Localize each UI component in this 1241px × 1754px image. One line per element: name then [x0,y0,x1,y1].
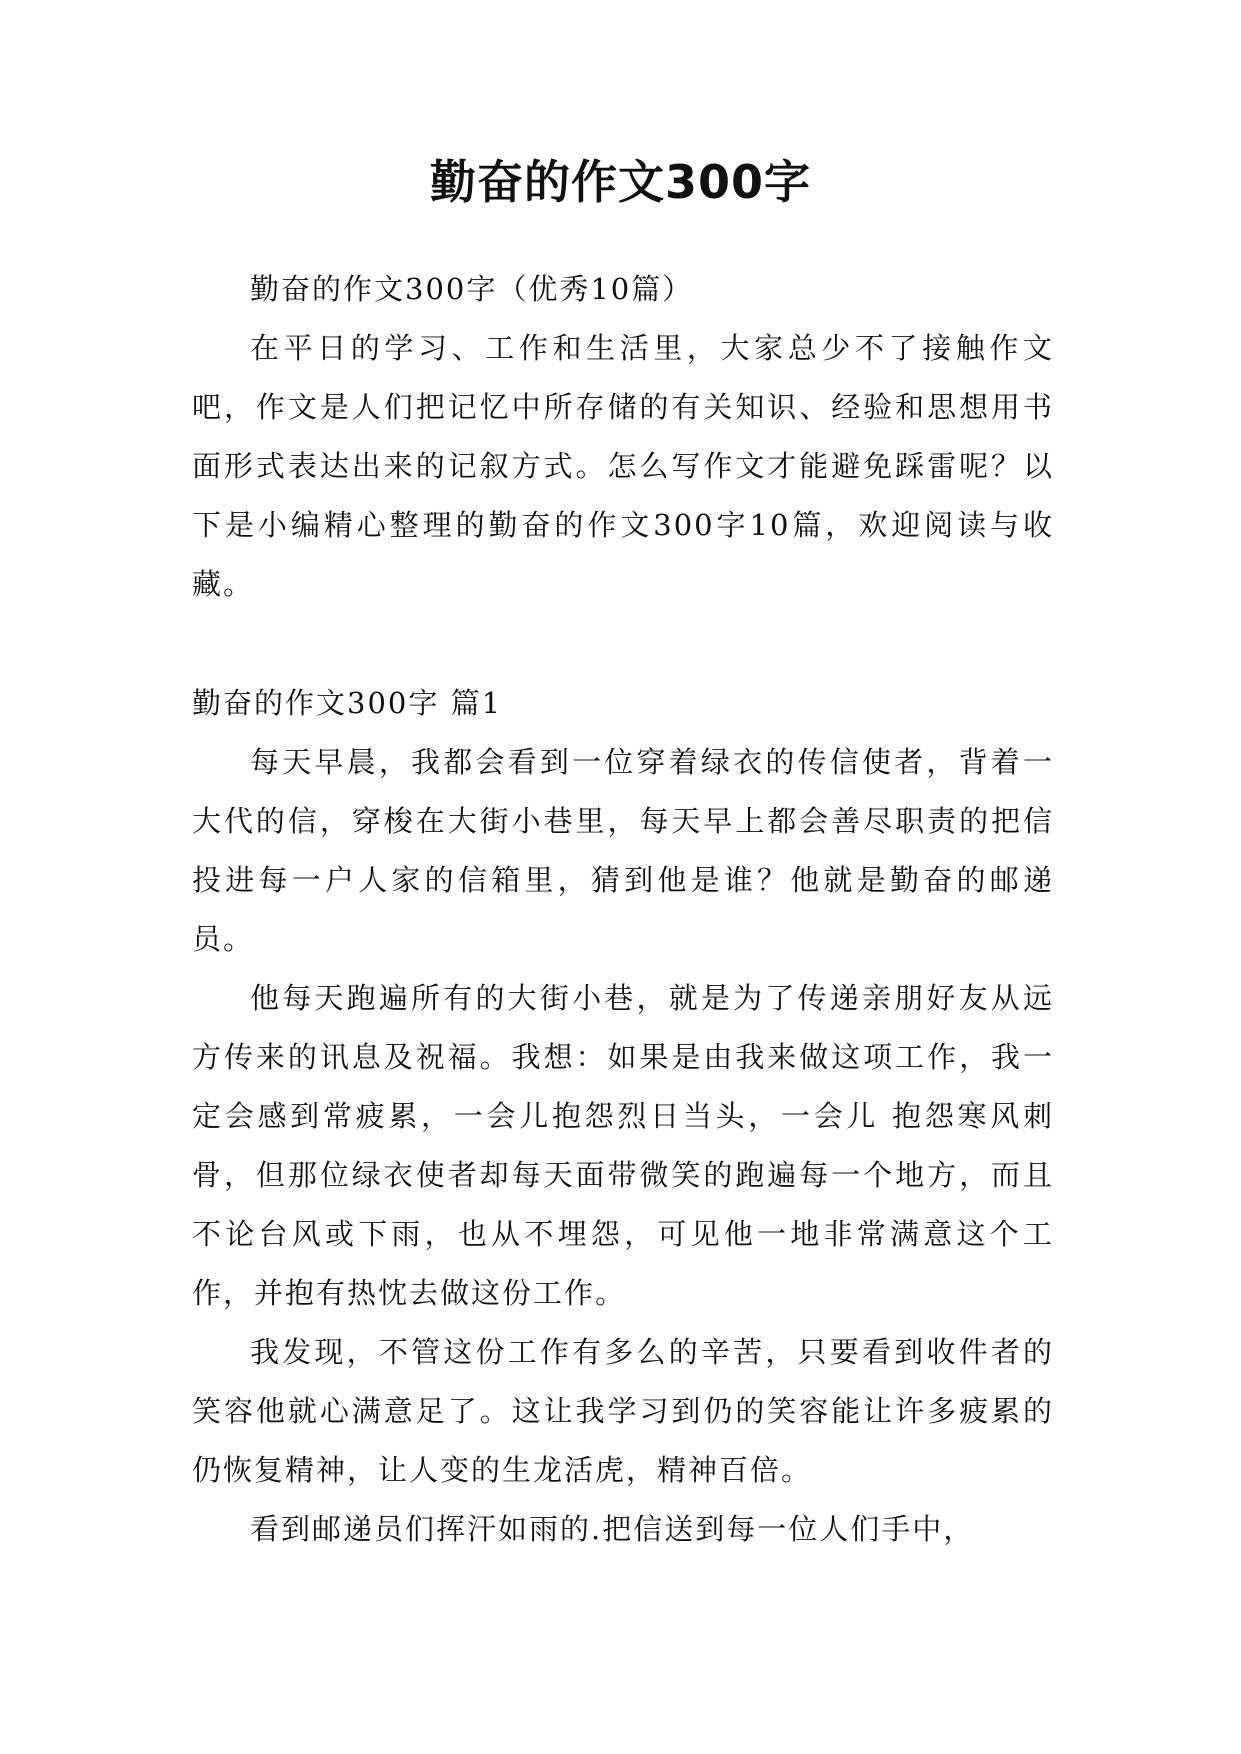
intro-paragraph: 在平日的学习、工作和生活里，大家总少不了接触作文吧，作文是人们把记忆中所存储的有关知识、经验和思想用书面形式表达出来的记叙方式。怎么写作文才能避免踩雷呢？以下是小编精心整理的勤奋的作文300字10篇，欢迎阅读与收藏。 [192,331,1054,601]
body-paragraph: 看到邮递员们挥汗如雨的.把信送到每一位人们手中， [250,1512,975,1546]
document-title: 勤奋的作文300字 [429,155,812,209]
body-paragraph: 每天早晨，我都会看到一位穿着绿衣的传信使者，背着一大代的信，穿梭在大街小巷里，每天早上都会善尽职责的把信投进每一户人家的信箱里，猜到他是谁？他就是勤奋的邮递员。 [192,745,1054,956]
document-body [192,260,1054,1559]
body-paragraph: 我发现，不管这份工作有多么的辛苦，只要看到收件者的笑容他就心满意足了。这让我学习到仍的笑容能让许多疲累的仍恢复精神，让人变的生龙活虎，精神百倍。 [192,1335,1054,1487]
section-heading: 勤奋的作文300字 篇1 [192,686,503,720]
document-subtitle: 勤奋的作文300字（优秀10篇） [250,272,694,306]
body-paragraph: 他每天跑遍所有的大街小巷，就是为了传递亲朋好友从远方传来的讯息及祝福。我想：如果是由我来做这项工作，我一定会感到常疲累，一会儿抱怨烈日当头，一会儿 抱怨寒风刺骨，但那位绿衣使者却每天面带微笑的跑遍每一个地方，而且不论台风或下雨，也从不埋怨，可见他一地非常满意这个工作，并抱有热忱去做这份工作。 [192,981,1054,1310]
